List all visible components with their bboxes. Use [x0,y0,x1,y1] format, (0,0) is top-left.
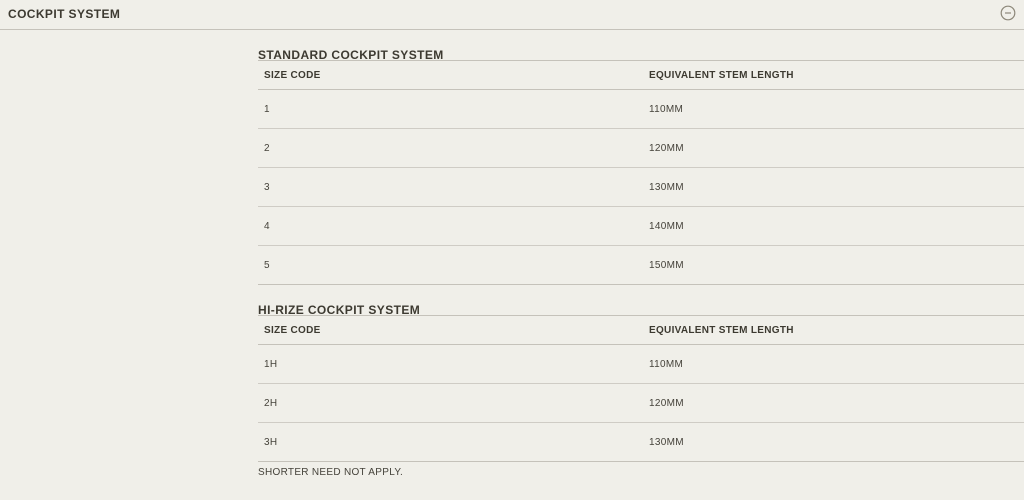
stem-length-cell: 140MM [643,207,1024,246]
accordion-title: COCKPIT SYSTEM [8,7,121,21]
table-row [258,168,1024,207]
table-footnote: SHORTER NEED NOT APPLY. [258,467,404,478]
size-code-cell: 1 [258,90,643,129]
standard-cockpit-table [258,60,1024,285]
size-code-cell: 3 [258,168,643,207]
stem-length-cell: 130MM [643,423,1024,462]
stem-length-cell: 120MM [643,129,1024,168]
stem-length-cell: 110MM [643,90,1024,129]
table-row [258,423,1024,462]
column-header-size-code: SIZE CODE [258,316,643,345]
size-code-cell: 1H [258,345,643,384]
table-row [258,384,1024,423]
table-row [258,246,1024,285]
size-code-cell: 3H [258,423,643,462]
section-title-standard: STANDARD COCKPIT SYSTEM [258,48,444,62]
table-row [258,90,1024,129]
size-code-cell: 2H [258,384,643,423]
column-header-stem-length: EQUIVALENT STEM LENGTH [643,316,1024,345]
minus-circle-icon [1000,5,1016,21]
accordion-content [258,30,1024,478]
table-row [258,207,1024,246]
accordion-header-cockpit-system[interactable] [0,0,1024,30]
stem-length-cell: 120MM [643,384,1024,423]
section-title-hi-rize: HI-RIZE COCKPIT SYSTEM [258,303,421,317]
stem-length-cell: 150MM [643,246,1024,285]
size-code-cell: 5 [258,246,643,285]
size-code-cell: 4 [258,207,643,246]
table-row [258,129,1024,168]
stem-length-cell: 110MM [643,345,1024,384]
table-header-row [258,61,1024,90]
hi-rize-cockpit-table [258,315,1024,462]
table-row [258,345,1024,384]
size-code-cell: 2 [258,129,643,168]
accordion-collapse-button[interactable] [1000,5,1016,21]
column-header-size-code: SIZE CODE [258,61,643,90]
table-header-row [258,316,1024,345]
column-header-stem-length: EQUIVALENT STEM LENGTH [643,61,1024,90]
stem-length-cell: 130MM [643,168,1024,207]
